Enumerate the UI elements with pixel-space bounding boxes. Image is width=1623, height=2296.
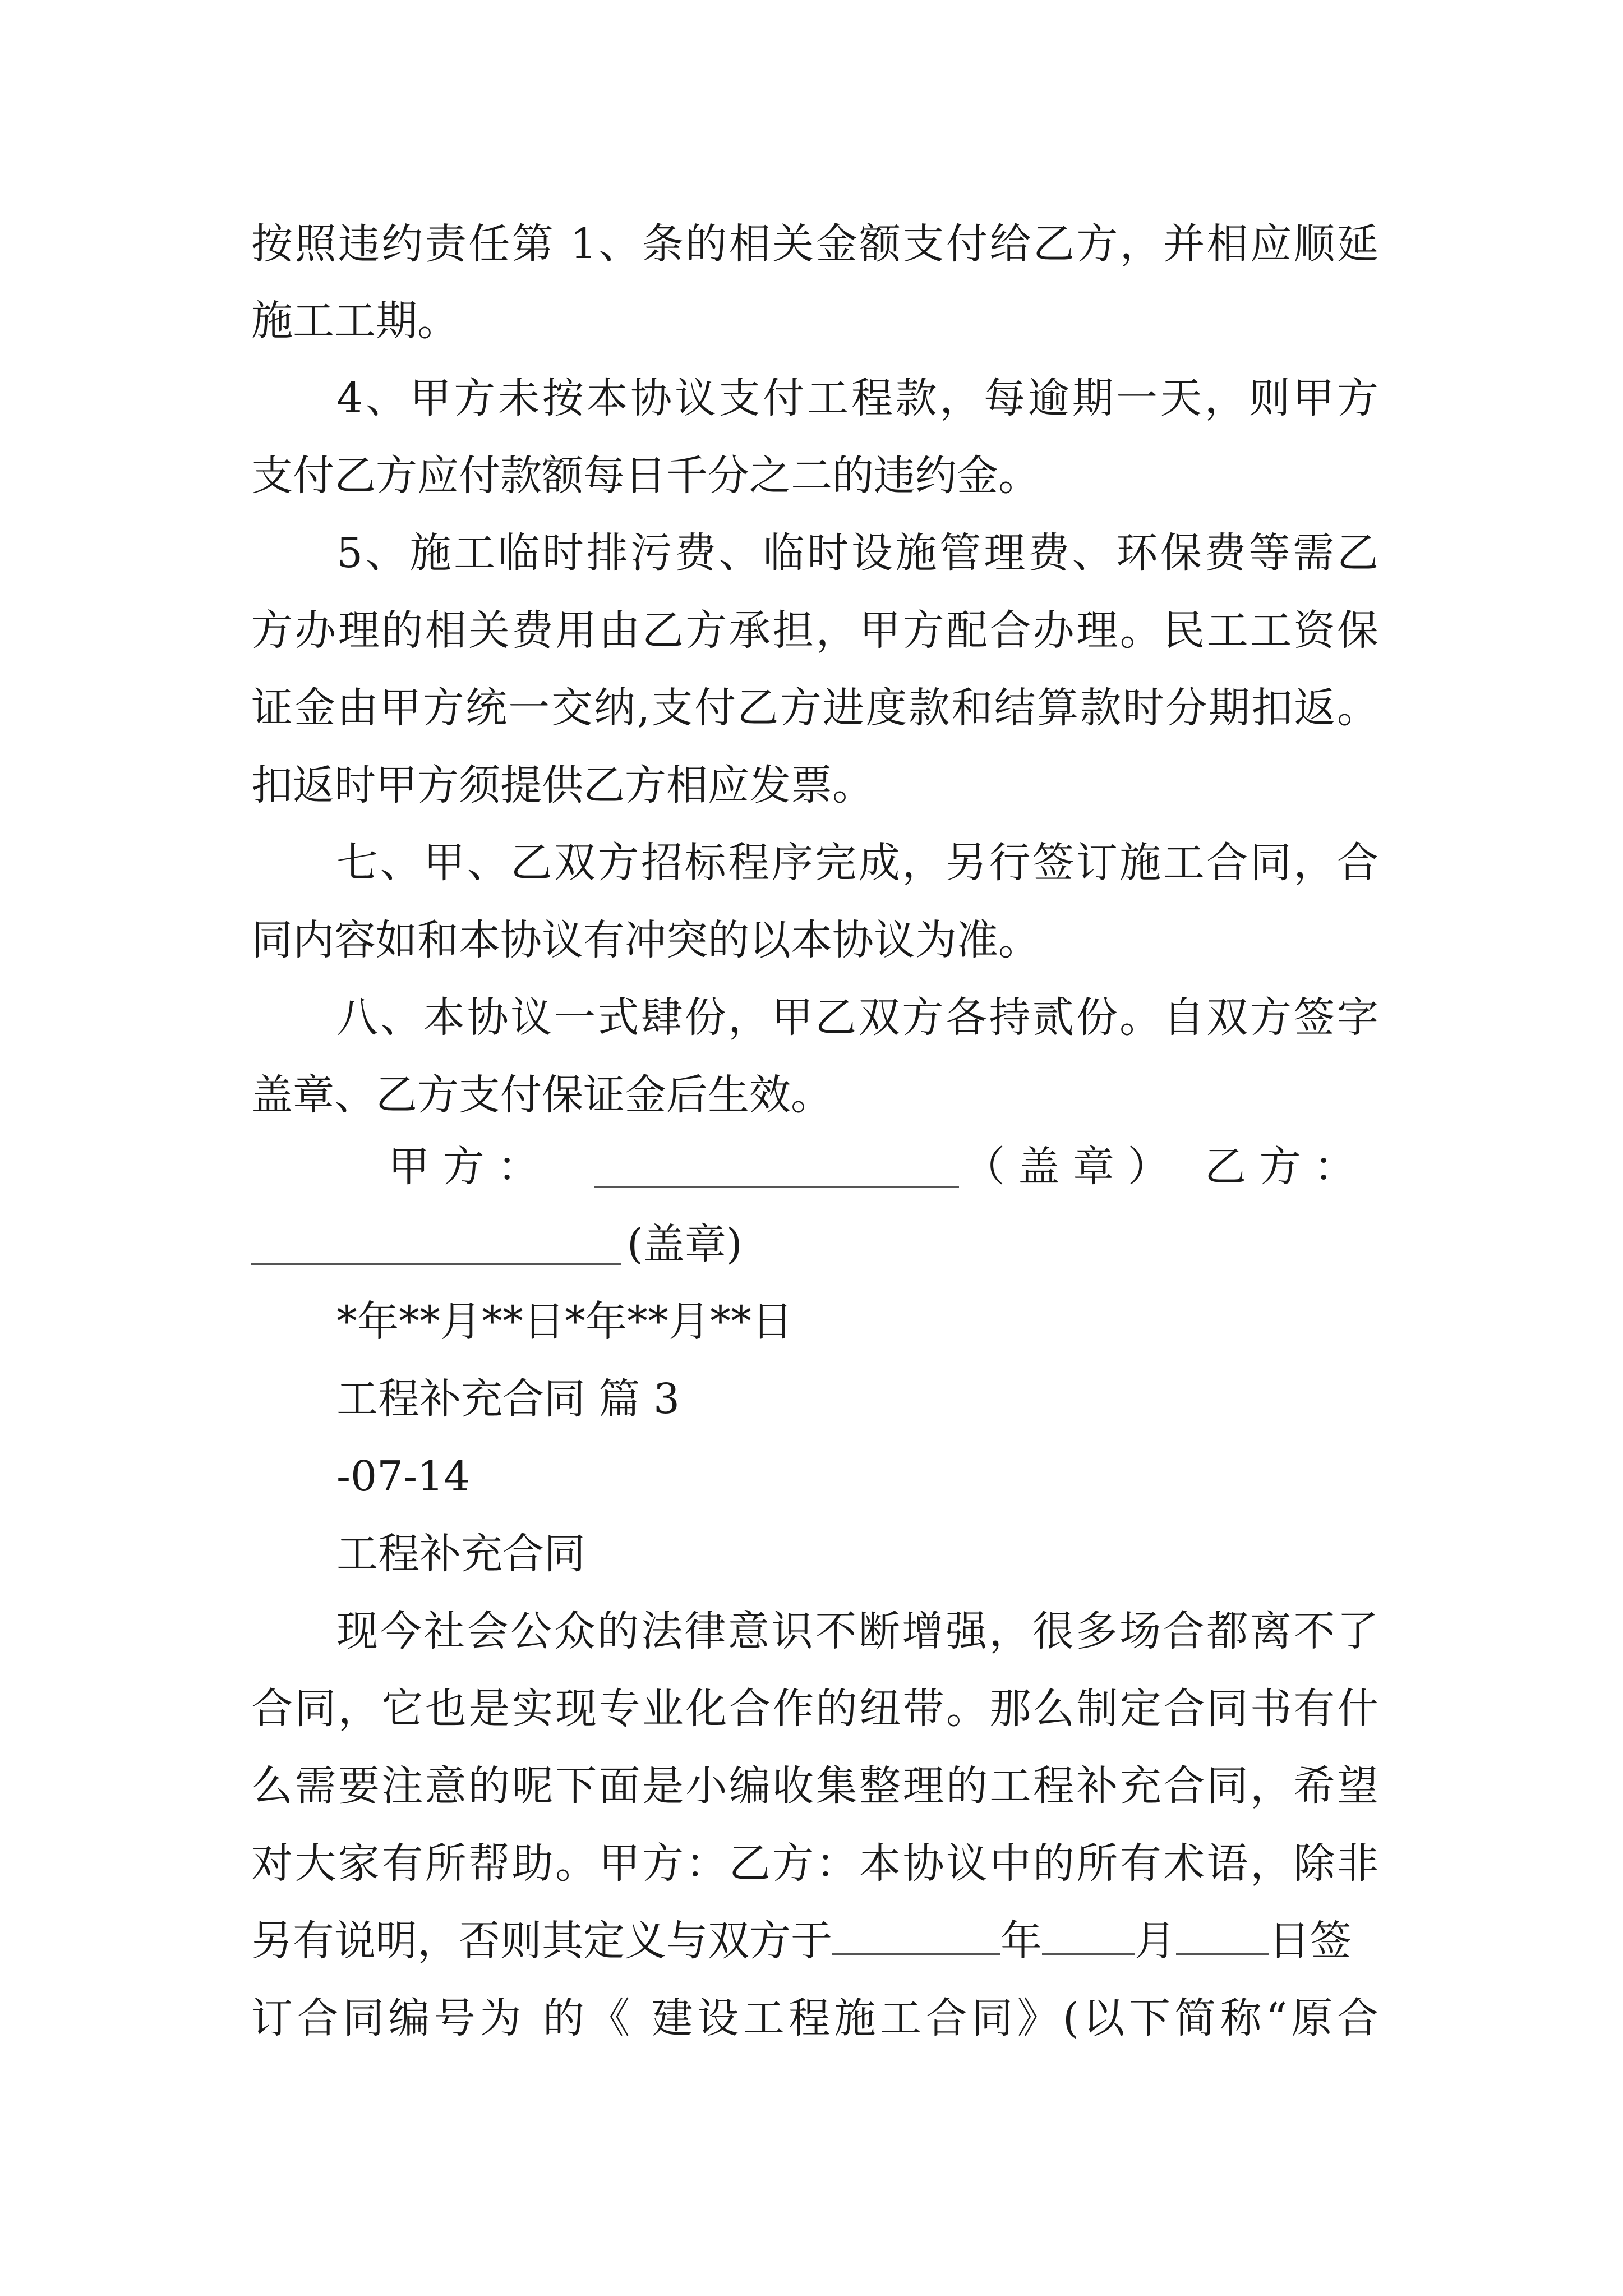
party-a-seal-label: （ 盖 章 ）: [963, 1143, 1169, 1191]
contract-title: 工程补充合同: [336, 1530, 585, 1578]
party-b-seal-label: (盖章): [627, 1220, 743, 1268]
month-blank: [1042, 1914, 1135, 1955]
paragraph-line: 证金由甲方统一交纳,支付乙方进度款和结算款时分期扣返。: [251, 684, 1378, 732]
paragraph-line: 么需要注意的呢下面是小编收集整理的工程补充合同，希望: [251, 1762, 1378, 1810]
article-heading: 工程补充合同 篇 3: [336, 1375, 680, 1423]
year-blank: [832, 1914, 1000, 1955]
month-label: 月: [1135, 1917, 1176, 1965]
paragraph-line: 现今社会公众的法律意识不断增强，很多场合都离不了: [336, 1607, 1378, 1655]
day-blank: [1176, 1914, 1269, 1955]
paragraph-line: 七、甲、乙双方招标程序完成，另行签订施工合同，合: [336, 839, 1378, 887]
paragraph-line: 方办理的相关费用由乙方承担，甲方配合办理。民工工资保: [251, 606, 1378, 655]
paragraph-line: 盖章、乙方支付保证金后生效。: [251, 1071, 832, 1119]
paragraph-line: 合同，它也是实现专业化合作的纽带。那么制定合同书有什: [251, 1685, 1378, 1733]
paragraph-line: 八、本协议一式肆份，甲乙双方各持贰份。自双方签字: [336, 993, 1378, 1042]
paragraph-line: 按照违约责任第 1、条的相关金额支付给乙方，并相应顺延: [251, 220, 1378, 268]
paragraph-line: 同内容如和本协议有冲突的以本协议为准。: [251, 916, 1040, 964]
paragraph-line: 订合同编号为 的《 建设工程施工合同》(以下简称“原合: [251, 1994, 1378, 2042]
signature-row: [251, 1128, 1378, 1206]
party-b-label: 乙 方 ：: [1205, 1143, 1356, 1191]
party-a-signature-blank: [594, 1147, 959, 1188]
signature-row-continued: [251, 1205, 1378, 1283]
date-line: *年**月**日*年**月**日: [336, 1297, 793, 1346]
paragraph-line: 支付乙方应付款额每日千分之二的违约金。: [251, 452, 1040, 500]
line-text: 另有说明，否则其定义与双方于: [251, 1917, 832, 1965]
day-label: 日签: [1269, 1917, 1352, 1965]
paragraph-line: 5、施工临时排污费、临时设施管理费、环保费等需乙: [336, 529, 1378, 577]
paragraph-line-with-blanks: [251, 1902, 1378, 1980]
paragraph-line: 施工工期。: [251, 297, 459, 345]
date-fragment: -07-14: [336, 1452, 471, 1501]
paragraph-line: 扣返时甲方须提供乙方相应发票。: [251, 761, 874, 809]
paragraph-line: 4、甲方未按本协议支付工程款，每逾期一天，则甲方: [336, 374, 1378, 422]
party-b-signature-blank: [251, 1224, 621, 1265]
paragraph-line: 对大家有所帮助。甲方：乙方：本协议中的所有术语，除非: [251, 1839, 1378, 1888]
party-a-label: 甲 方 ：: [388, 1143, 540, 1191]
year-label: 年: [1000, 1917, 1042, 1965]
